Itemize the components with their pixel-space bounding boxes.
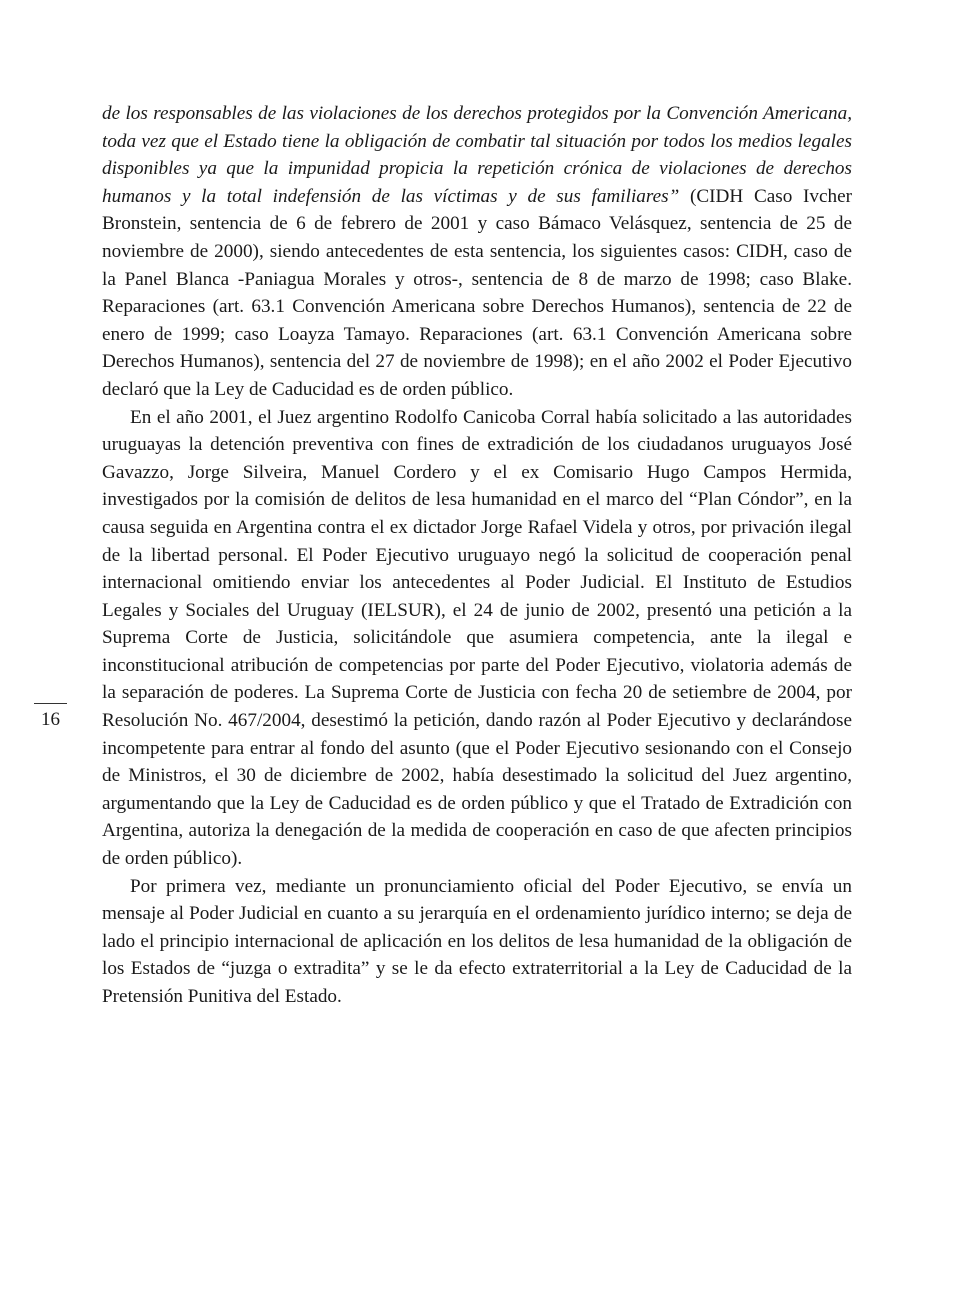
paragraph-1-italic-quote: de los responsables de las violaciones de los derechos protegidos por la Convención Americana, toda vez que el Estado tiene la obligación de combatir tal situación por todos los medios legales disponibles ya que la impunidad propicia la repetición crónica de violaciones de derechos humanos y la total indefensión de las víctimas y de sus familiares” xyxy=(102,103,852,207)
paragraph-1 xyxy=(102,100,852,404)
body-text xyxy=(102,100,852,1011)
paragraph-2: En el año 2001, el Juez argentino Rodolfo Canicoba Corral había solicitado a las autoridades uruguayas la detención preventiva con fines de extradición de los ciudadanos uruguayos José Gavazzo, Jorge Silveira, Manuel Cordero y el ex Comisario Hugo Campos Hermida, investigados por la comisión de delitos de lesa humanidad en el marco del “Plan Cóndor”, en la causa seguida en Argentina contra el ex dictador Jorge Rafael Videla y otros, por privación ilegal de la libertad personal. El Poder Ejecutivo uruguayo negó la solicitud de cooperación penal internacional omitiendo enviar los antecedentes al Poder Judicial. El Instituto de Estudios Legales y Sociales del Uruguay (IELSUR), el 24 de junio de 2002, presentó una petición a la Suprema Corte de Justicia, solicitándole que asumiera competencia, ante la ilegal e inconstitucional atribución de competencias por parte del Poder Ejecutivo, violatoria además de la separación de poderes. La Suprema Corte de Justicia con fecha 20 de setiembre de 2004, por Resolución No. 467/2004, desestimó la petición, dando razón al Poder Ejecutivo y declarándose incompetente para entrar al fondo del asunto (que el Poder Ejecutivo sesionando con el Consejo de Ministros, el 30 de diciembre de 2002, había desestimado la solicitud del Juez argentino, argumentando que la Ley de Caducidad es de orden público y que el Tratado de Extradición con Argentina, autoriza la denegación de la medida de cooperación en caso de que afecten principios de orden público). xyxy=(102,406,852,870)
paragraph-1-text: (CIDH Caso Ivcher Bronstein, sentencia de 6 de febrero de 2001 y caso Bámaco Velásquez, sentencia de 25 de noviembre de 2000), siendo antecedentes de esta sentencia, los siguientes casos: CIDH, caso de la Panel Blanca -Paniagua Morales y otros-, sentencia de 8 de marzo de 1998; caso Blake. Reparaciones (art. 63.1 Convención Americana sobre Derechos Humanos), sentencia de 22 de enero de 1999; caso Loayza Tamayo. Reparaciones (art. 63.1 Convención Americana sobre Derechos Humanos), sentencia del 27 de noviembre de 1998); en el año 2002 el Poder Ejecutivo declaró que la Ley de Caducidad es de orden público. xyxy=(102,185,852,400)
paragraph-3: Por primera vez, mediante un pronunciamiento oficial del Poder Ejecutivo, se envía un mensaje al Poder Judicial en cuanto a su jerarquía en el ordenamiento jurídico interno; se deja de lado el principio internacional de aplicación en los delitos de lesa humanidad de la obligación de los Estados de “juzga o extradita” y se le da efecto extraterritorial a la Ley de Caducidad de la Pretensión Punitiva del Estado. xyxy=(102,875,852,1007)
page-number: 16 xyxy=(41,709,60,730)
page-number-rule xyxy=(34,703,67,704)
